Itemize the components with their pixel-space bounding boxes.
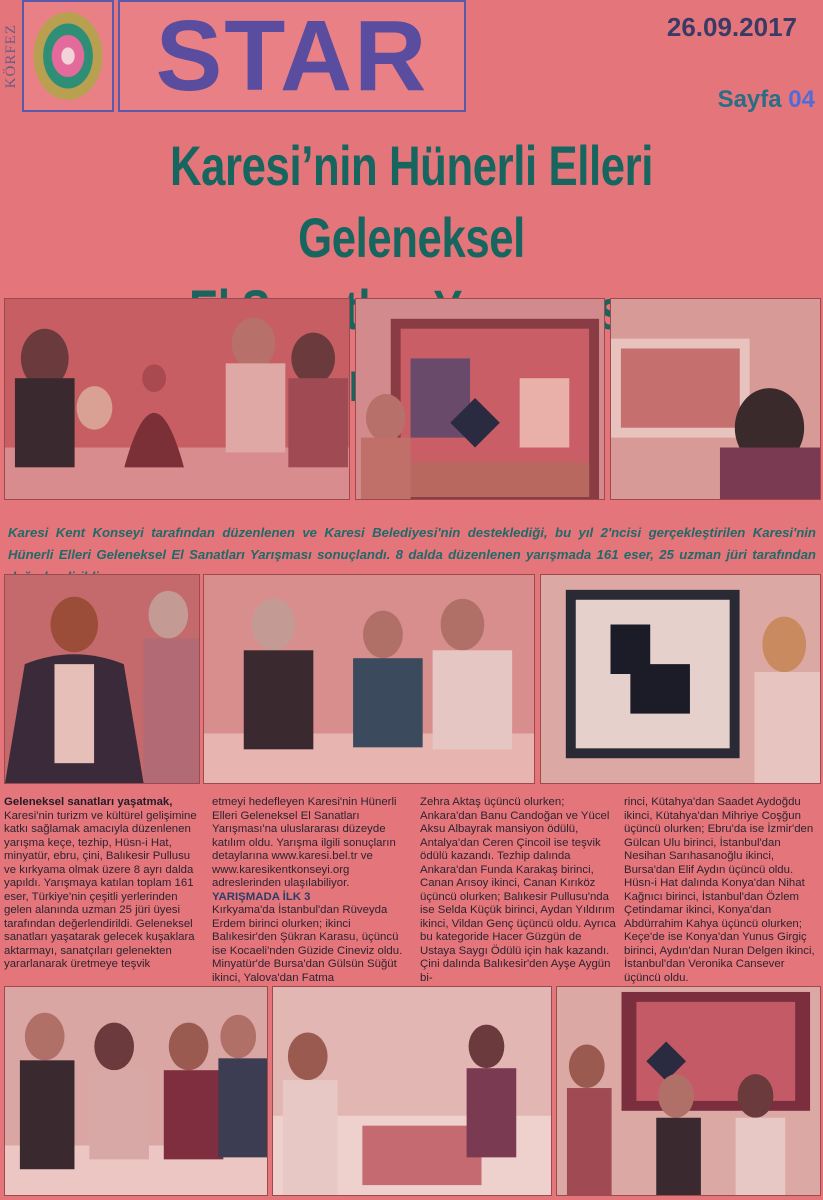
page-indicator [718,86,815,114]
column-2-subhead: YARIŞMADA İLK 3 [212,890,311,903]
column-2-text: etmeyi hedefleyen Karesi'nin Hünerli Elleri Geleneksel El Sanatları Yarışması'na uluslararası düzeyde katılım oldu. Yarışma ilgili sonuçların detaylarına www.karesi.bel.tr ve www.karesikentkonseyi.org adreslerinden ulaşılabiliyor. [212,796,397,889]
photo-patchwork-quilt [355,298,605,500]
page-label: Sayfa [717,86,782,113]
column-1-text: Karesi'nin turizm ve kültürel gelişimine katkı sağlamak amacıyla düzenlenen yarışma keçe, tezhip, Hüsn-i Hat, minyatür, ebru, çini, Balıkesir Pullusu ve kırkyama olmak üzere 8 ayrı dalda yapıldı. Yarışmaya katılan toplam 161 eser, Türkiye'nin çeşitli yerlerinden gelen alanında uzman 25 jüri üyesi tarafından değerlendirildi. Geleneksel sanatları yaşatarak gelecek kuşaklara aktarmayı, sanatçıları gelenekten yararlanarak üretmeye teşvik [4,809,197,970]
column-3-text: Zehra Aktaş üçüncü olurken; Ankara'dan Banu Candoğan ve Yücel Aksu Albayrak mansiyon ödülü, Antalya'dan Ceren Çincoil ise teşvik ödülü kazandı. Tezhip dalında Ankara'dan Funda Karakaş birinci, Canan Arısoy ikinci, Canan Kırıköz üçüncü olurken; Balıkesir Pullusu'nda ise Selda Küçük birinci, Aydan Yıldırım ikinci, Vildan Genç üçüncü oldu. Ayrıca bu kategoride Hacer Güzgün de Ustaya Saygı Ödülü için hak kazandı. Çini dalında Balıkesir'den Ayşe Aygün bi- [420,796,616,984]
photo-felt-garment [4,574,200,784]
logo-egg-icon [22,0,114,112]
article-column-2 [212,796,408,985]
photo-felt-panel [540,574,821,784]
lead-paragraph: Karesi Kent Konseyi tarafından düzenlenen ve Karesi Belediyesi'nin desteklediği, bu yıl 2'ncisi gerçekleştirilen Karesi'nin Hünerli Elleri Geleneksel El Sanatları Yarışması sonuçlandı. 8 dalda düzenlenen yarışmada 161 eser, 25 uzman jüri tarafından [8,525,816,562]
photo-group-quilt [556,986,821,1196]
column-1-subhead: Geleneksel sanatları yaşatmak, [4,796,173,808]
korfez-vertical-label [0,0,22,112]
issue-date: 26.09.2017 [666,12,797,42]
photo-miniature-viewer [610,298,821,500]
brand-text: STAR [155,0,429,112]
brand-logo[interactable] [118,0,466,112]
photo-jury-doll [4,298,350,500]
photo-table-viewers [272,986,552,1196]
article-column-4 [624,796,820,985]
page-number: 04 [788,86,815,113]
article-column-3 [420,796,616,985]
korfez-text: KÖRFEZ [2,23,19,89]
photo-jury-table [4,986,268,1196]
column-2-text-continued: Kırkyama'da İstanbul'dan Rüveyda Erdem birinci olurken; ikinci Balıkesir'den Şükran Karasu, üçüncü ise Kocaeli'nden Güzide Cineviz oldu. Minyatür'de Bursa'dan Gülsün Süğüt ikinci, Yalova'dan Fatma [212,904,403,984]
photo-jury-men [203,574,535,784]
article-column-1 [4,796,200,972]
column-4-text: rinci, Kütahya'dan Saadet Aydoğdu ikinci, Kütahya'dan Mihriye Coşğun üçüncü olurken; Ebru'da ise İzmir'den Gülcan Ulu birinci, İstanbul'dan Nesihan Sarıhasanoğlu ikinci, Bursa'dan Elif Aydın üçüncü oldu. Hüsn-i Hat dalında Konya'dan Nihat Kağnıcı birinci, İstanbul'dan Özlem Çetindamar ikinci, Konya'dan Abdürrahim Kahya üçüncü olurken; Keçe'de ise Konya'dan Yunus Girgiç birinci, Aydın'dan Nuran Delgen ikinci, İstanbul'dan Veronika Cansever üçüncü oldu. [624,796,815,984]
headline-line-1: Karesi’nin Hünerli Elleri Geleneksel [169,134,654,269]
